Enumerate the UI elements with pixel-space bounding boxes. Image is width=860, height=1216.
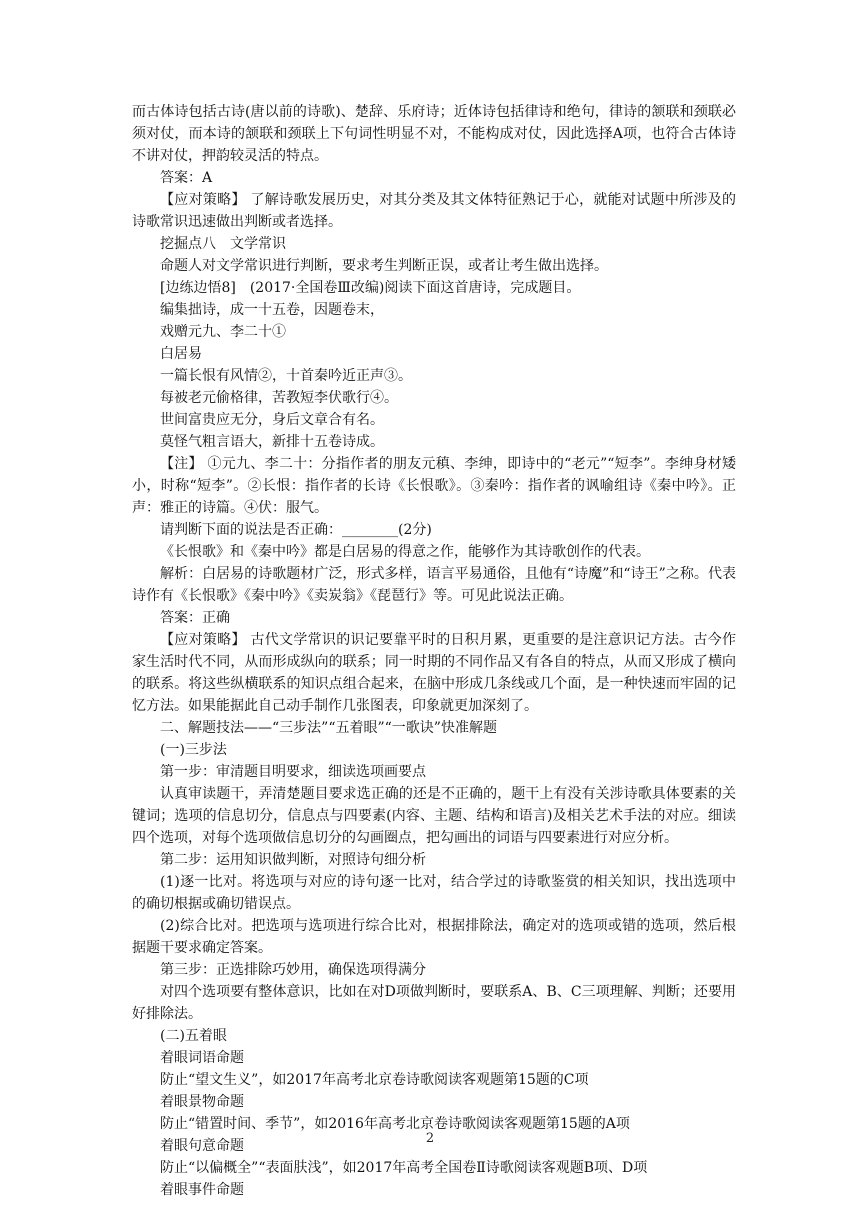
paragraph: 《长恨歌》和《秦中吟》都是白居易的得意之作，能够作为其诗歌创作的代表。 <box>160 544 650 560</box>
paragraph: 防止“望文生义”，如2017年高考北京卷诗歌阅读客观题第15题的C项 <box>160 1072 589 1088</box>
paragraph: 【注】 ①元九、李二十：分指作者的朋友元稹、李绅，即诗中的“老元”“短李”。李绅身材矮小，时称“短李”。②长恨：指作者的长诗《长恨歌》。③秦吟：指作者的讽喻组诗《秦中吟》。正声：雅正的诗篇。④伏：服气。 <box>132 456 736 516</box>
paragraph: 答案：A <box>160 170 213 186</box>
paragraph: (1)逐一比对。将选项与对应的诗句逐一比对，结合学过的诗歌鉴赏的相关知识，找出选项中的确切根据或确切错误点。 <box>132 874 736 912</box>
paragraph: (一)三步法 <box>160 742 227 758</box>
paragraph: 着眼词语命题 <box>160 1050 244 1066</box>
paragraph: 【应对策略】 了解诗歌发展历史，对其分类及其文体特征熟记于心，就能对试题中所涉及的诗歌常识迅速做出判断或者选择。 <box>132 192 736 230</box>
paragraph: 着眼事件命题 <box>160 1182 244 1198</box>
paragraph: 认真审读题干，弄清楚题目要求选正确的还是不正确的，题干上有没有关涉诗歌具体要素的关键词；选项的信息切分，信息点与四要素(内容、主题、结构和语言)及相关艺术手法的对应。细读四个选项，对每个选项做信息切分的勾画圈点，把勾画出的词语与四要素进行对应分析。 <box>132 786 736 846</box>
paragraph: 世间富贵应无分，身后文章合有名。 <box>160 412 384 428</box>
paragraph: 一篇长恨有风情②，十首秦吟近正声③。 <box>160 368 412 384</box>
paragraph: 着眼景物命题 <box>160 1094 244 1110</box>
paragraph: 莫怪气粗言语大，新排十五卷诗成。 <box>160 434 384 450</box>
paragraph: 命题人对文学常识进行判断，要求考生判断正误，或者让考生做出选择。 <box>160 258 608 274</box>
paragraph: 对四个选项要有整体意识，比如在对D项做判断时，要联系A、B、C三项理解、判断；还要用好排除法。 <box>132 984 736 1022</box>
body-text <box>132 101 736 1201</box>
paragraph: 防止“错置时间、季节”，如2016年高考北京卷诗歌阅读客观题第15题的A项 <box>160 1116 630 1132</box>
paragraph: [边练边悟8] (2017·全国卷Ⅲ改编)阅读下面这首唐诗，完成题目。 <box>160 280 581 296</box>
paragraph: 第二步：运用知识做判断，对照诗句细分析 <box>160 852 426 868</box>
paragraph: 答案：正确 <box>160 610 230 626</box>
paragraph: 请判断下面的说法是否正确：________(2分) <box>160 522 432 538</box>
paragraph: 【应对策略】 古代文学常识的识记要靠平时的日积月累，更重要的是注意识记方法。古今作家生活时代不同，从而形成纵向的联系；同一时期的不同作品又有各自的特点，从而又形成了横向的联系。将这些纵横联系的知识点组合起来，在脑中形成几条线或几个面，是一种快速而牢固的记忆方法。如果能据此自己动手制作几张图表，印象就更加深刻了。 <box>132 632 736 714</box>
paragraph: 编集拙诗，成一十五卷，因题卷末， <box>160 302 384 318</box>
paragraph: (2)综合比对。把选项与选项进行综合比对，根据排除法，确定对的选项或错的选项，然后根据题干要求确定答案。 <box>132 918 736 956</box>
paragraph: 第三步：正选排除巧妙用，确保选项得满分 <box>160 962 426 978</box>
paragraph: (二)五着眼 <box>160 1028 227 1044</box>
paragraph: 第一步：审清题目明要求，细读选项画要点 <box>160 764 426 780</box>
paragraph: 戏赠元九、李二十① <box>160 324 286 340</box>
paragraph: 每被老元偷格律，苦教短李伏歌行④。 <box>160 390 398 406</box>
paragraph: 防止“以偏概全”“表面肤浅”，如2017年高考全国卷Ⅱ诗歌阅读客观题B项、D项 <box>160 1160 648 1176</box>
paragraph: 挖掘点八 文学常识 <box>160 236 286 252</box>
paragraph: 着眼句意命题 <box>160 1138 244 1154</box>
paragraph: 解析：白居易的诗歌题材广泛，形式多样，语言平易通俗，且他有“诗魔”和“诗王”之称。代表诗作有《长恨歌》《秦中吟》《卖炭翁》《琵琶行》等。可见此说法正确。 <box>132 566 736 604</box>
paragraph: 白居易 <box>160 346 202 362</box>
paragraph: 而古体诗包括古诗(唐以前的诗歌)、楚辞、乐府诗；近体诗包括律诗和绝句，律诗的颔联和颈联必须对仗，而本诗的颔联和颈联上下句词性明显不对，不能构成对仗，因此选择A项，也符合古体诗不讲对仗，押韵较灵活的特点。 <box>132 104 736 164</box>
paragraph: 二、解题技法——“三步法”“五着眼”“一歌诀”快准解题 <box>160 720 497 736</box>
page-number: 2 <box>425 1131 435 1146</box>
